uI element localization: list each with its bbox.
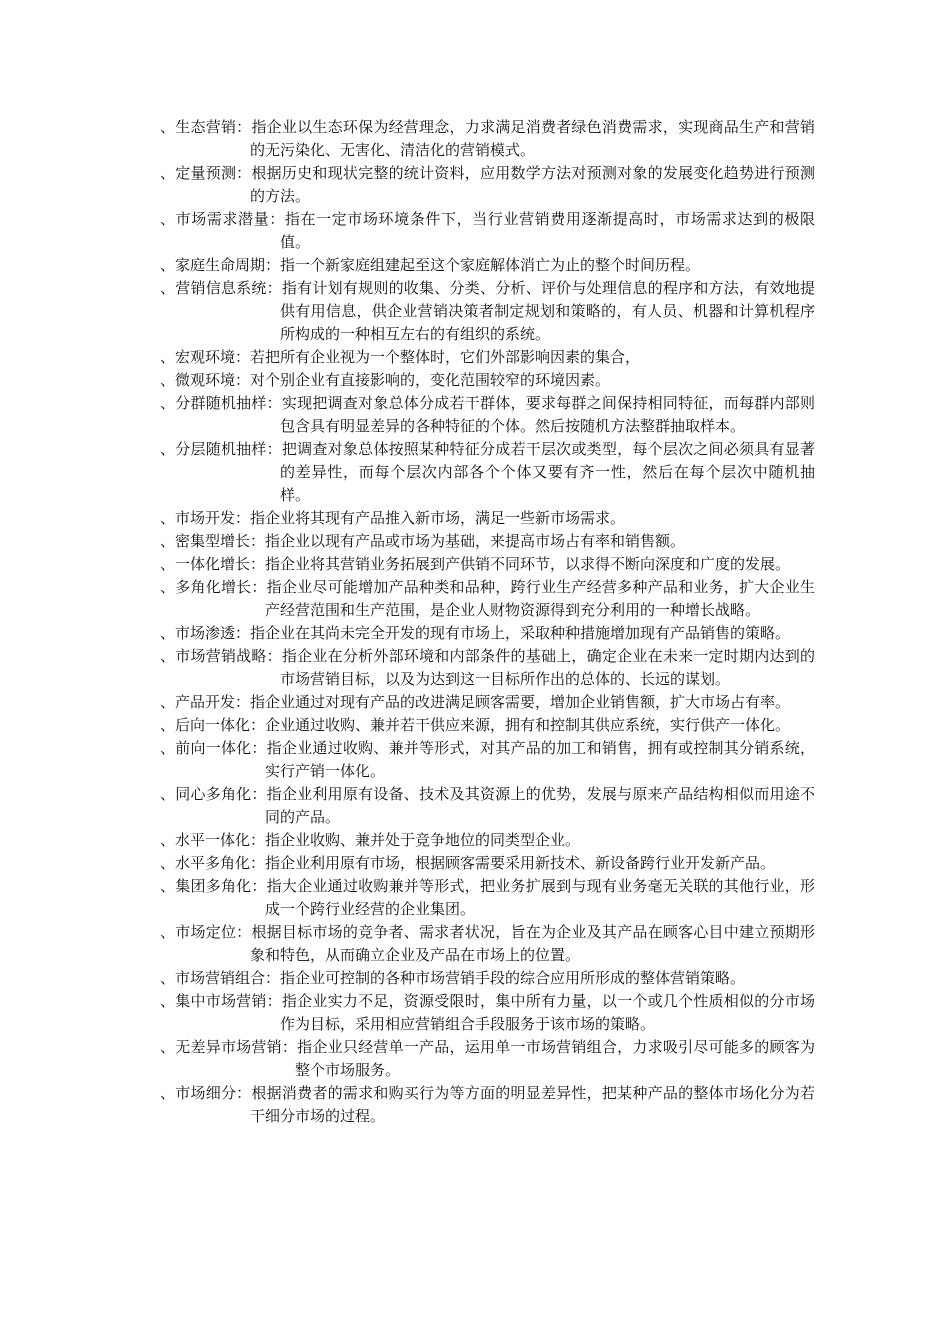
glossary-definition: 指企业通过对现有产品的改进满足顾客需要，增加企业销售额，扩大市场占有率。 — [250, 693, 791, 711]
glossary-definition: 指企业收购、兼并处于竞争地位的同类型企业。 — [265, 831, 581, 849]
glossary-term: 、产品开发： — [160, 693, 251, 711]
glossary-definition: 根据目标市场的竞争者、需求者状况，旨在为企业及其产品在顾客心目中建立预期形象和特色，从而确立企业及产品在市场上的位置。 — [250, 923, 815, 964]
glossary-term: 、市场营销战略： — [160, 647, 282, 665]
glossary-entry — [160, 714, 815, 737]
glossary-definition: 指企业以现有产品或市场为基础，来提高市场占有率和销售额。 — [265, 532, 686, 550]
glossary-term: 、定量预测： — [160, 164, 252, 182]
glossary-entry — [160, 921, 815, 967]
glossary-definition: 指企业只经营单一产品，运用单一市场营销组合，力求吸引尽可能多的顾客为整个市场服务。 — [295, 1038, 815, 1079]
glossary-definition: 指企业将其现有产品推入新市场，满足一些新市场需求。 — [250, 509, 626, 527]
glossary-term: 、前向一体化： — [160, 739, 267, 757]
glossary-term: 、一体化增长： — [160, 555, 266, 573]
glossary-list — [160, 116, 815, 1128]
glossary-entry — [160, 346, 815, 369]
glossary-entry — [160, 990, 815, 1036]
glossary-term: 、市场细分： — [160, 1084, 252, 1102]
glossary-definition: 实现把调查对象总体分成若干群体，要求每群之间保持相同特征，而每群内部则包含具有明显差异的各种特征的个体。然后按随机方法整群抽取样本。 — [280, 394, 815, 435]
glossary-term: 、市场营销组合： — [160, 969, 281, 987]
glossary-entry — [160, 392, 815, 438]
glossary-term: 、集团多角化： — [160, 877, 267, 895]
glossary-term: 、后向一体化： — [160, 716, 266, 734]
glossary-entry — [160, 507, 815, 530]
glossary-definition: 根据消费者的需求和购买行为等方面的明显差异性，把某种产品的整体市场化分为若干细分市场的过程。 — [250, 1084, 815, 1125]
glossary-entry — [160, 162, 815, 208]
glossary-definition: 指企业实力不足，资源受限时，集中所有力量，以一个或几个性质相似的分市场作为目标，采用相应营销组合手段服务于该市场的策略。 — [280, 992, 815, 1033]
glossary-term: 、密集型增长： — [160, 532, 266, 550]
glossary-definition: 企业通过收购、兼并若干供应来源，拥有和控制其供应系统，实行供产一体化。 — [265, 716, 791, 734]
glossary-definition: 指在一定市场环境条件下，当行业营销费用逐渐提高时，市场需求达到的极限值。 — [280, 210, 815, 251]
glossary-term: 、生态营销： — [160, 118, 252, 136]
glossary-definition: 指企业将其营销业务拓展到产供销不同环节，以求得不断向深度和广度的发展。 — [265, 555, 791, 573]
glossary-entry — [160, 1082, 815, 1128]
glossary-term: 、多角化增长： — [160, 578, 267, 596]
glossary-entry — [160, 530, 815, 553]
glossary-definition: 对个别企业有直接影响的，变化范围较窄的环境因素。 — [250, 371, 611, 389]
glossary-entry — [160, 277, 815, 346]
glossary-entry — [160, 852, 815, 875]
glossary-definition: 指企业在其尚未完全开发的现有市场上，采取种种措施增加现有产品销售的策略。 — [250, 624, 791, 642]
glossary-entry — [160, 208, 815, 254]
glossary-term: 、无差异市场营销： — [160, 1038, 298, 1056]
glossary-definition: 指企业在分析外部环境和内部条件的基础上，确定企业在未来一定时期内达到的市场营销目标，以及为达到这一目标所作出的总体的、长远的谋划。 — [280, 647, 815, 688]
glossary-term: 、分层随机抽样： — [160, 440, 282, 458]
glossary-entry — [160, 438, 815, 507]
glossary-term: 、市场开发： — [160, 509, 251, 527]
glossary-term: 、营销信息系统： — [160, 279, 282, 297]
glossary-term: 、家庭生命周期： — [160, 256, 281, 274]
glossary-definition: 把调查对象总体按照某种特征分成若干层次或类型，每个层次之间必须具有显著的差异性，而每个层次内部各个个体又要有齐一性，然后在每个层次中随机抽样。 — [280, 440, 815, 504]
glossary-definition: 指企业尽可能增加产品种类和品种，跨行业生产经营多种产品和业务，扩大企业生产经营范围和生产范围，是企业人财物资源得到充分利用的一种增长战略。 — [265, 578, 815, 619]
glossary-definition: 若把所有企业视为一个整体时，它们外部影响因素的集合， — [250, 348, 641, 366]
glossary-definition: 指企业通过收购、兼并等形式，对其产品的加工和销售，拥有或控制其分销系统，实行产销一体化。 — [265, 739, 815, 780]
glossary-entry — [160, 783, 815, 829]
glossary-term: 、分群随机抽样： — [160, 394, 282, 412]
glossary-definition: 指大企业通过收购兼并等形式，把业务扩展到与现有业务毫无关联的其他行业，形成一个跨行业经营的企业集团。 — [265, 877, 815, 918]
glossary-entry — [160, 116, 815, 162]
glossary-entry — [160, 691, 815, 714]
glossary-definition: 指企业可控制的各种市场营销手段的综合应用所形成的整体营销策略。 — [280, 969, 746, 987]
glossary-definition: 根据历史和现状完整的统计资料，应用数学方法对预测对象的发展变化趋势进行预测的方法。 — [250, 164, 815, 205]
glossary-term: 、市场定位： — [160, 923, 252, 941]
glossary-entry — [160, 737, 815, 783]
glossary-definition: 指一个新家庭组建起至这个家庭解体消亡为止的整个时间历程。 — [280, 256, 701, 274]
glossary-term: 、同心多角化： — [160, 785, 267, 803]
glossary-definition: 指企业以生态环保为经营理念，力求满足消费者绿色消费需求，实现商品生产和营销的无污染化、无害化、清洁化的营销模式。 — [250, 118, 815, 159]
glossary-entry — [160, 967, 815, 990]
glossary-entry — [160, 553, 815, 576]
glossary-term: 、微观环境： — [160, 371, 251, 389]
glossary-term: 、市场渗透： — [160, 624, 251, 642]
glossary-entry — [160, 875, 815, 921]
glossary-term: 、水平多角化： — [160, 854, 266, 872]
glossary-entry — [160, 369, 815, 392]
glossary-entry — [160, 576, 815, 622]
glossary-definition: 指企业利用原有市场，根据顾客需要采用新技术、新设备跨行业开发新产品。 — [265, 854, 776, 872]
glossary-entry — [160, 829, 815, 852]
glossary-entry — [160, 1036, 815, 1082]
glossary-definition: 指有计划有规则的收集、分类、分析、评价与处理信息的程序和方法，有效地提供有用信息，供企业营销决策者制定规划和策略的，有人员、机器和计算机程序所构成的一种相互左右的有组织的系统。 — [280, 279, 815, 343]
glossary-entry — [160, 622, 815, 645]
glossary-entry — [160, 254, 815, 277]
glossary-definition: 指企业利用原有设备、技术及其资源上的优势，发展与原来产品结构相似而用途不同的产品。 — [265, 785, 815, 826]
glossary-term: 、集中市场营销： — [160, 992, 282, 1010]
glossary-entry — [160, 645, 815, 691]
glossary-term: 、水平一体化： — [160, 831, 266, 849]
glossary-term: 、市场需求潜量： — [160, 210, 285, 228]
glossary-term: 、宏观环境： — [160, 348, 251, 366]
